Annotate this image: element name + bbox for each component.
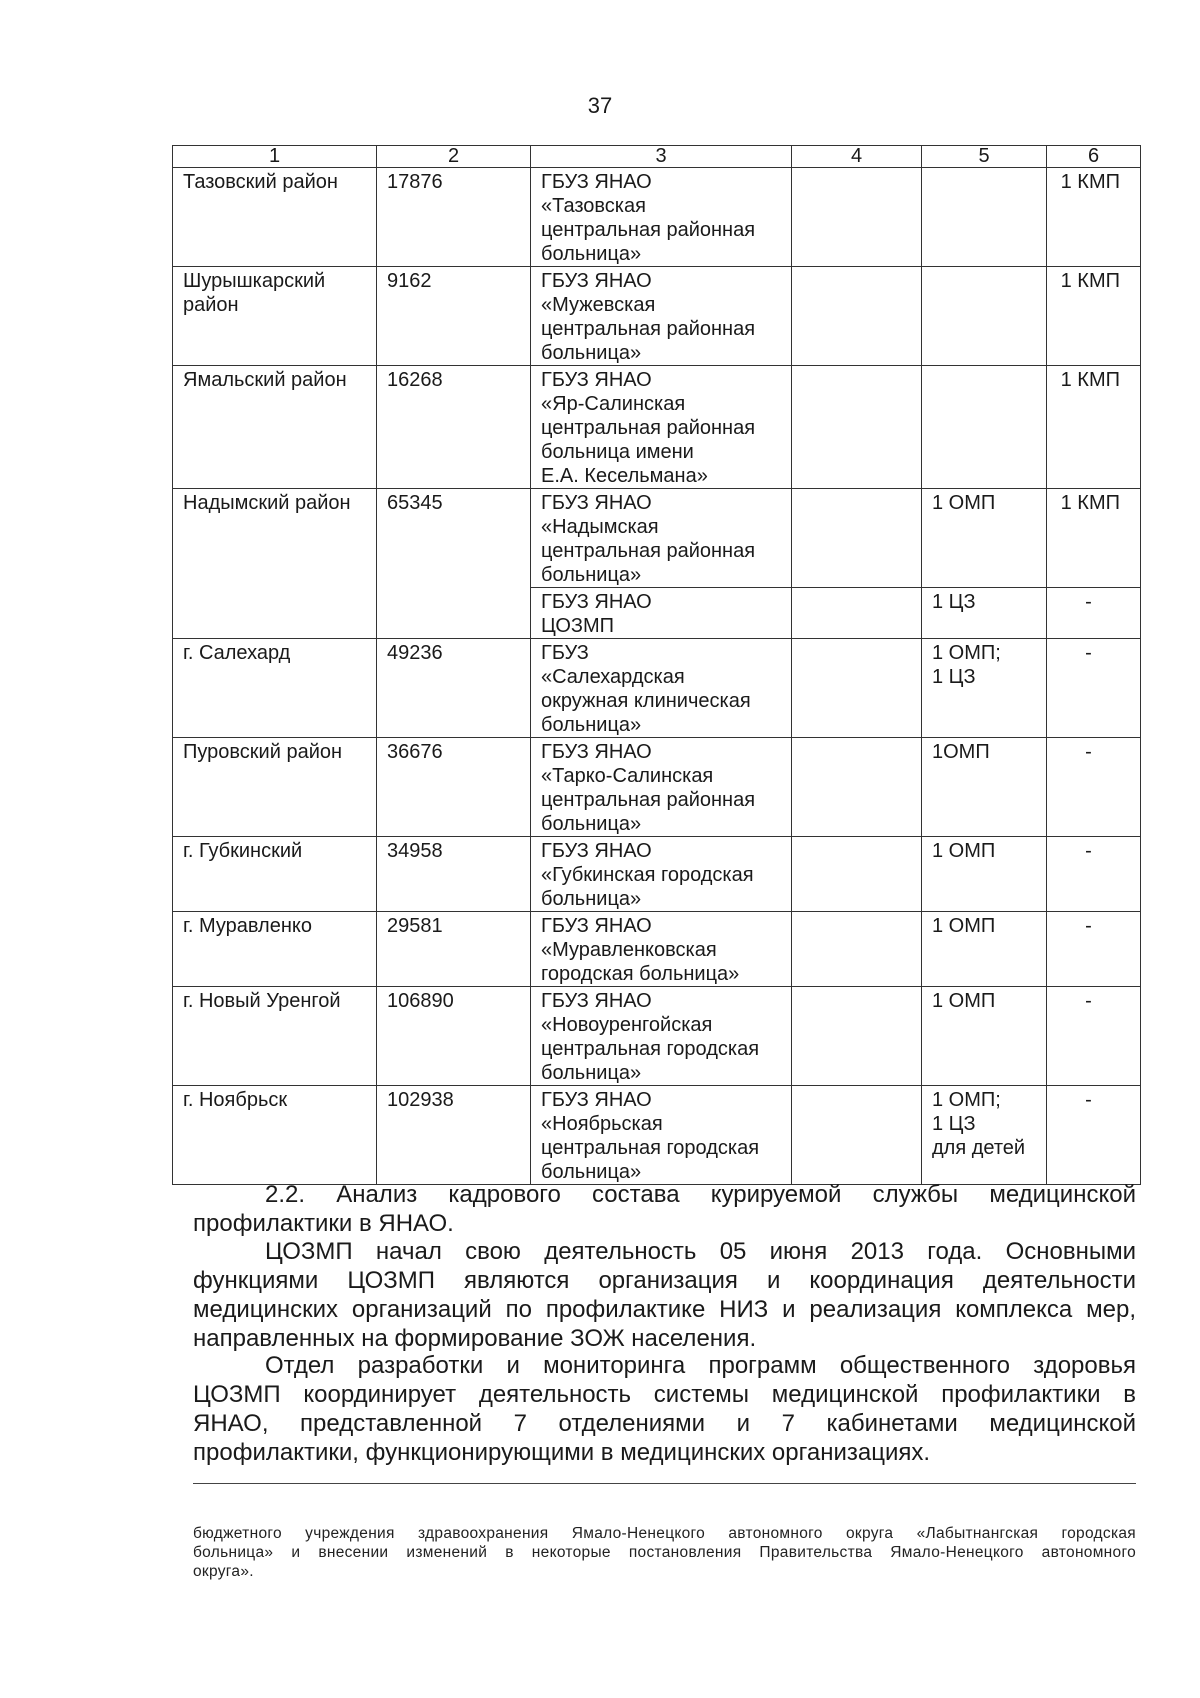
district-cell: г. Салехард xyxy=(173,639,377,738)
district-cell: г. Ноябрьск xyxy=(173,1086,377,1185)
header-cell: 1 xyxy=(173,146,377,168)
col4-cell xyxy=(792,912,922,987)
paragraph-line: ЦОЗМП начал свою деятельность 05 июня 2013 года. Основными xyxy=(265,1238,1136,1265)
institution-cell: ГБУЗ ЯНАО ЦОЗМП xyxy=(531,588,792,639)
col6-cell: 1 КМП xyxy=(1047,267,1141,366)
col5-cell: 1 ЦЗ xyxy=(922,588,1047,639)
col5-cell: 1 ОМП; 1 ЦЗ xyxy=(922,639,1047,738)
col6-cell: 1 КМП xyxy=(1047,168,1141,267)
col4-cell xyxy=(792,738,922,837)
col5-cell xyxy=(922,168,1047,267)
col4-cell xyxy=(792,267,922,366)
institution-cell: ГБУЗ ЯНАО «Мужевская центральная районная больница» xyxy=(531,267,792,366)
district-cell: г. Губкинский xyxy=(173,837,377,912)
population-cell: 36676 xyxy=(377,738,531,837)
col6-cell: - xyxy=(1047,738,1141,837)
population-cell: 106890 xyxy=(377,987,531,1086)
institution-cell: ГБУЗ «Салехардская окружная клиническая больница» xyxy=(531,639,792,738)
table-row xyxy=(173,738,1141,837)
district-cell: г. Муравленко xyxy=(173,912,377,987)
population-cell: 65345 xyxy=(377,489,531,639)
table-row xyxy=(173,912,1141,987)
col6-cell: 1 КМП xyxy=(1047,366,1141,489)
paragraph-line: профилактики, функционирующими в медицинских организациях. xyxy=(193,1439,931,1466)
footnote xyxy=(193,1524,1136,1581)
table-row xyxy=(173,267,1141,366)
district-cell: Шурышкарский район xyxy=(173,267,377,366)
paragraph-line: Отдел разработки и мониторинга программ общественного здоровья xyxy=(265,1352,1136,1379)
col5-cell: 1 ОМП xyxy=(922,912,1047,987)
col5-cell xyxy=(922,366,1047,489)
col4-cell xyxy=(792,168,922,267)
col4-cell xyxy=(792,366,922,489)
table-header-row xyxy=(173,146,1141,168)
institution-cell: ГБУЗ ЯНАО «Новоуренгойская центральная городская больница» xyxy=(531,987,792,1086)
section-heading-line: профилактики в ЯНАО. xyxy=(193,1210,454,1237)
col6-cell: 1 КМП xyxy=(1047,489,1141,588)
col4-cell xyxy=(792,837,922,912)
header-cell: 5 xyxy=(922,146,1047,168)
paragraph-line: функциями ЦОЗМП являются организация и координация деятельности xyxy=(193,1267,1136,1294)
col6-cell: - xyxy=(1047,639,1141,738)
paragraph-line: направленных на формирование ЗОЖ населения. xyxy=(193,1325,757,1352)
footnote-line: бюджетного учреждения здравоохранения Ямало-Ненецкого автономного округа «Лабытнангская городская xyxy=(193,1525,1136,1542)
section-heading xyxy=(193,1180,1136,1238)
footnote-line: больница» и внесении изменений в некоторые постановления Правительства Ямало-Ненецкого автономного xyxy=(193,1544,1136,1561)
population-cell: 29581 xyxy=(377,912,531,987)
page-number: 37 xyxy=(587,93,613,118)
paragraph-1 xyxy=(193,1237,1136,1353)
col4-cell xyxy=(792,588,922,639)
col5-cell: 1 ОМП xyxy=(922,489,1047,588)
col5-cell: 1 ОМП xyxy=(922,987,1047,1086)
institution-cell: ГБУЗ ЯНАО «Надымская центральная районная больница» xyxy=(531,489,792,588)
table-row xyxy=(173,168,1141,267)
population-cell: 102938 xyxy=(377,1086,531,1185)
col6-cell: - xyxy=(1047,987,1141,1086)
col4-cell xyxy=(792,987,922,1086)
col5-cell: 1 ОМП xyxy=(922,837,1047,912)
col5-cell: 1 ОМП; 1 ЦЗ для детей xyxy=(922,1086,1047,1185)
institution-cell: ГБУЗ ЯНАО «Тазовская центральная районная больница» xyxy=(531,168,792,267)
col4-cell xyxy=(792,489,922,588)
table-row xyxy=(173,639,1141,738)
col6-cell: - xyxy=(1047,1086,1141,1185)
population-cell: 49236 xyxy=(377,639,531,738)
col5-cell: 1ОМП xyxy=(922,738,1047,837)
table-row xyxy=(173,366,1141,489)
paragraph-2 xyxy=(193,1351,1136,1467)
footnote-separator xyxy=(193,1483,1136,1484)
section-heading-line: 2.2. Анализ кадрового состава курируемой службы медицинской xyxy=(265,1181,1136,1208)
district-cell: Ямальский район xyxy=(173,366,377,489)
header-cell: 4 xyxy=(792,146,922,168)
table-row xyxy=(173,489,1141,588)
district-cell: Пуровский район xyxy=(173,738,377,837)
header-cell: 3 xyxy=(531,146,792,168)
facilities-table xyxy=(172,145,1141,1185)
institution-cell: ГБУЗ ЯНАО «Яр-Салинская центральная районная больница имени Е.А. Кесельмана» xyxy=(531,366,792,489)
col6-cell: - xyxy=(1047,588,1141,639)
district-cell: Тазовский район xyxy=(173,168,377,267)
district-cell: г. Новый Уренгой xyxy=(173,987,377,1086)
col5-cell xyxy=(922,267,1047,366)
population-cell: 17876 xyxy=(377,168,531,267)
population-cell: 16268 xyxy=(377,366,531,489)
population-cell: 9162 xyxy=(377,267,531,366)
col4-cell xyxy=(792,639,922,738)
paragraph-line: ЦОЗМП координирует деятельность системы медицинской профилактики в xyxy=(193,1381,1136,1408)
institution-cell: ГБУЗ ЯНАО «Ноябрьская центральная городская больница» xyxy=(531,1086,792,1185)
header-cell: 2 xyxy=(377,146,531,168)
population-cell: 34958 xyxy=(377,837,531,912)
table-row xyxy=(173,987,1141,1086)
institution-cell: ГБУЗ ЯНАО «Муравленковская городская больница» xyxy=(531,912,792,987)
institution-cell: ГБУЗ ЯНАО «Тарко-Салинская центральная районная больница» xyxy=(531,738,792,837)
district-cell: Надымский район xyxy=(173,489,377,639)
table-row xyxy=(173,837,1141,912)
footnote-line: округа». xyxy=(193,1563,254,1580)
paragraph-line: ЯНАО, представленной 7 отделениями и 7 кабинетами медицинской xyxy=(193,1410,1136,1437)
header-cell: 6 xyxy=(1047,146,1141,168)
col4-cell xyxy=(792,1086,922,1185)
col6-cell: - xyxy=(1047,837,1141,912)
paragraph-line: медицинских организаций по профилактике НИЗ и реализация комплекса мер, xyxy=(193,1296,1136,1323)
table-row xyxy=(173,1086,1141,1185)
col6-cell: - xyxy=(1047,912,1141,987)
institution-cell: ГБУЗ ЯНАО «Губкинская городская больница» xyxy=(531,837,792,912)
